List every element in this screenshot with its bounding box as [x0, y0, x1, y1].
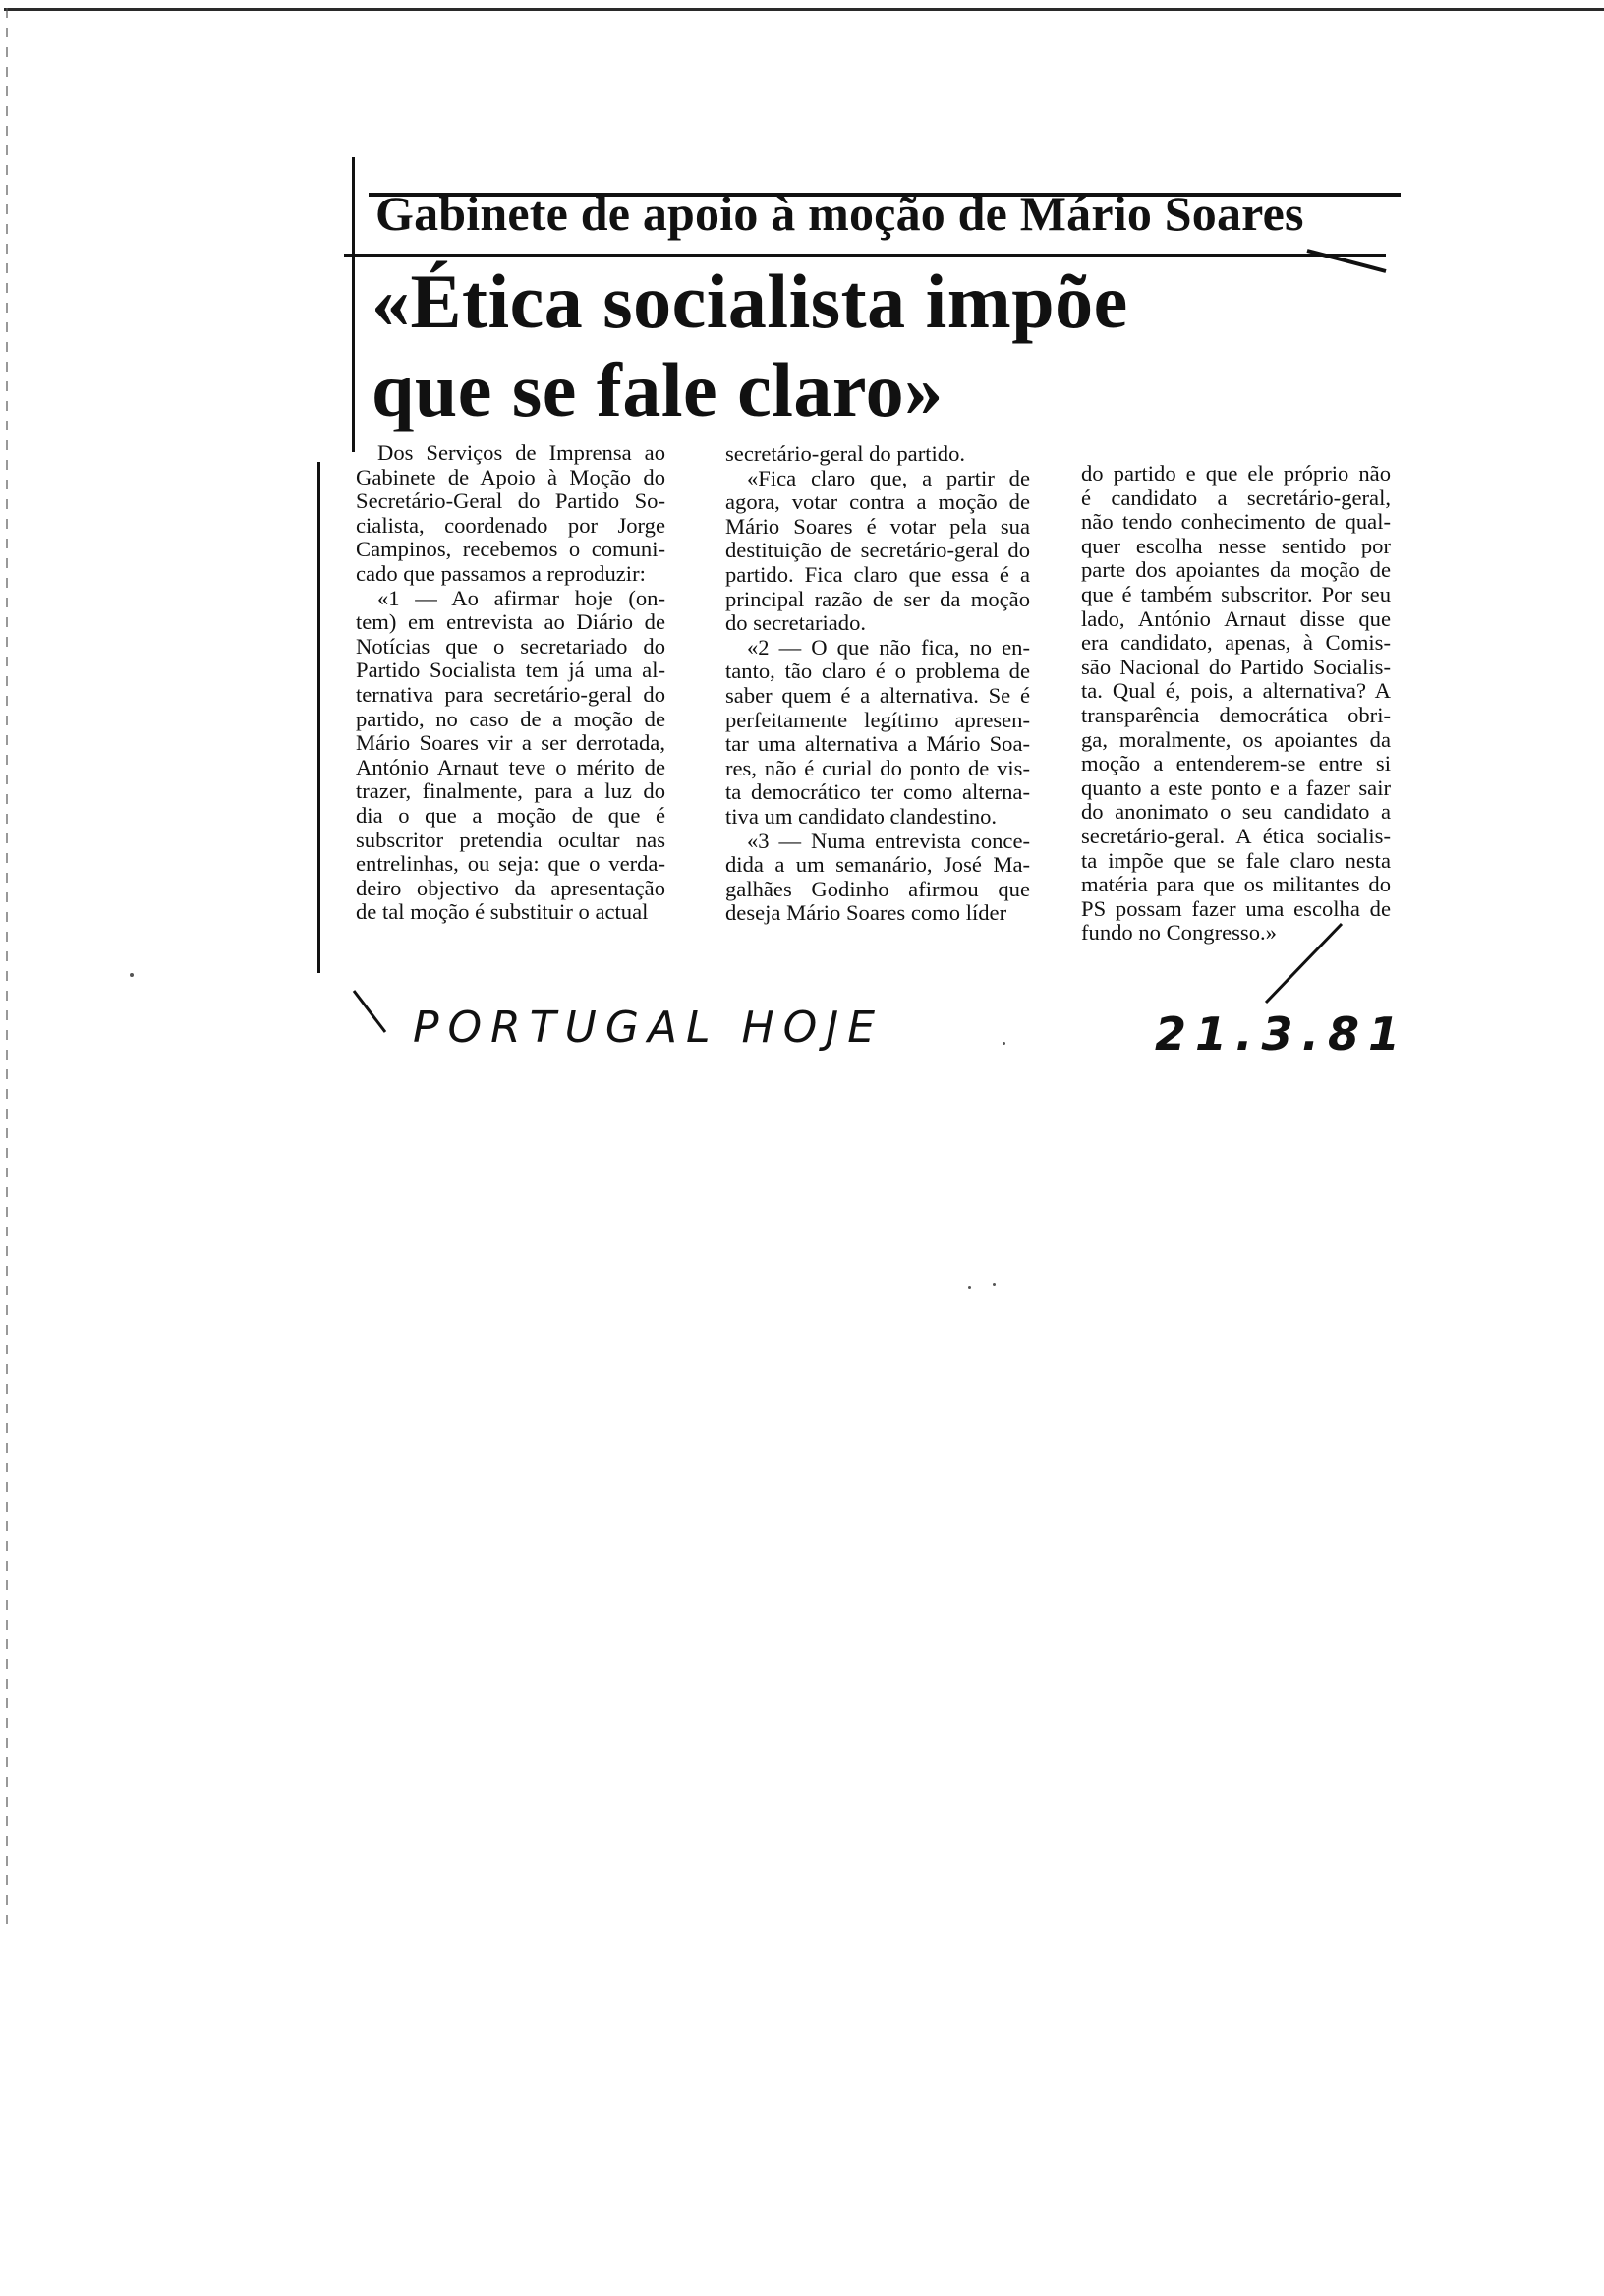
article-line: ta democrático ter como alterna- [725, 779, 1030, 805]
article-line: agora, votar contra a moção de [725, 489, 1030, 515]
scan-speck [993, 1283, 996, 1286]
article-line: deseja Mário Soares como líder [725, 900, 1007, 926]
article-line: trazer, finalmente, para a luz do [356, 778, 665, 804]
article-line: «1 — Ao afirmar hoje (on- [377, 585, 665, 610]
article-line: fundo no Congresso.» [1081, 920, 1277, 946]
article-line: dida a um semanário, José Ma- [725, 852, 1030, 878]
article-line: PS possam fazer uma escolha de [1081, 895, 1391, 921]
kicker-pen-stroke [1307, 251, 1386, 271]
article-line: partido, no caso de a moção de [356, 706, 665, 731]
article-line: ta impõe que se fale claro nesta [1081, 847, 1391, 873]
article-line: que é também subscritor. Por seu [1081, 581, 1391, 606]
article-line: subscritor pretendia ocultar nas [356, 827, 665, 852]
article-line: galhães Godinho afirmou que [725, 876, 1030, 901]
article-line: perfeitamente legítimo apresen- [725, 707, 1030, 732]
article-line: Campinos, recebemos o comuni- [356, 537, 665, 562]
article-line: destituição de secretário-geral do [725, 538, 1030, 563]
article-line: Dos Serviços de Imprensa ao [377, 440, 665, 465]
article-line: quanto a este ponto e a fazer sair [1081, 775, 1391, 800]
article-line: «2 — O que não fica, no en- [747, 634, 1030, 660]
article-line: secretário-geral. A ética socialis- [1081, 823, 1391, 848]
article-line: Gabinete de Apoio à Moção do [356, 464, 665, 489]
article-line: do anonimato o seu candidato a [1081, 799, 1391, 825]
article-line: moção a entenderem-se entre si [1081, 751, 1391, 776]
article-line: Mário Soares é votar pela sua [725, 513, 1030, 539]
article-line: «Fica claro que, a partir de [747, 465, 1030, 490]
article-line: António Arnaut teve o mérito de [356, 754, 665, 779]
article-line: Mário Soares vir a ser derrotada, [356, 730, 665, 756]
scan-speck [130, 973, 134, 977]
article-line: dia o que a moção de que é [356, 802, 665, 828]
article-line: ga, moralmente, os apoiantes da [1081, 726, 1391, 752]
article-line: quer escolha nesse sentido por [1081, 533, 1391, 558]
article-line: cialista, coordenado por Jorge [356, 512, 665, 538]
headline-line-2: que se fale claro» [372, 347, 944, 432]
article-line: é candidato a secretário-geral, [1081, 485, 1391, 510]
article-line: partido. Fica claro que essa é a [725, 561, 1030, 587]
article-line: parte dos apoiantes da moção de [1081, 557, 1391, 583]
article-line: transparência democrática obri- [1081, 702, 1391, 727]
article-line: lado, António Arnaut disse que [1081, 605, 1391, 631]
headline-line-1: «Ética socialista impõe [372, 258, 1128, 344]
article-line: deiro objectivo da apresentação [356, 875, 665, 900]
article-kicker: Gabinete de apoio à moção de Mário Soares [375, 186, 1304, 241]
article-line: matéria para que os militantes do [1081, 872, 1391, 897]
article-line: principal razão de ser da moção [725, 586, 1030, 611]
handwritten-source: PORTUGAL HOJE [413, 1003, 885, 1053]
article-line: ternativa para secretário-geral do [356, 681, 665, 707]
article-line: saber quem é a alternativa. Se é [725, 682, 1030, 708]
article-line: «3 — Numa entrevista conce- [747, 828, 1030, 853]
article-line: não tendo conhecimento de qual- [1081, 509, 1391, 535]
scan-speck [1002, 1042, 1005, 1045]
article-line: Partido Socialista tem já uma al- [356, 658, 665, 683]
article-line: de tal moção é substituir o actual [356, 899, 649, 925]
article-line: tem) em entrevista ao Diário de [356, 609, 665, 635]
column-end-pen-stroke [1266, 924, 1342, 1003]
article-line: cado que passamos a reproduzir: [356, 560, 646, 586]
article-line: Secretário-Geral do Partido So- [356, 488, 665, 514]
article-line: entrelinhas, ou seja: que o verda- [356, 851, 665, 877]
article-line: Notícias que o secretariado do [356, 633, 665, 659]
article-line: do partido e que ele próprio não [1081, 461, 1391, 486]
article-line: do secretariado. [725, 610, 867, 636]
article-line: secretário-geral do partido. [725, 441, 966, 466]
article-line: tar uma alternativa a Mário Soa- [725, 731, 1030, 757]
handwritten-date: 21.3.81 [1155, 1007, 1408, 1061]
source-pen-stroke [354, 991, 385, 1032]
article-line: res, não é curial do ponto de vis- [725, 755, 1030, 780]
article-line: ta. Qual é, pois, a alternativa? A [1081, 678, 1391, 704]
article-line: era candidato, apenas, à Comis- [1081, 630, 1391, 656]
scan-speck [968, 1286, 971, 1289]
article-line: tiva um candidato clandestino. [725, 803, 998, 829]
article-line: são Nacional do Partido Socialis- [1081, 654, 1391, 679]
article-line: tanto, tão claro é o problema de [725, 659, 1030, 684]
